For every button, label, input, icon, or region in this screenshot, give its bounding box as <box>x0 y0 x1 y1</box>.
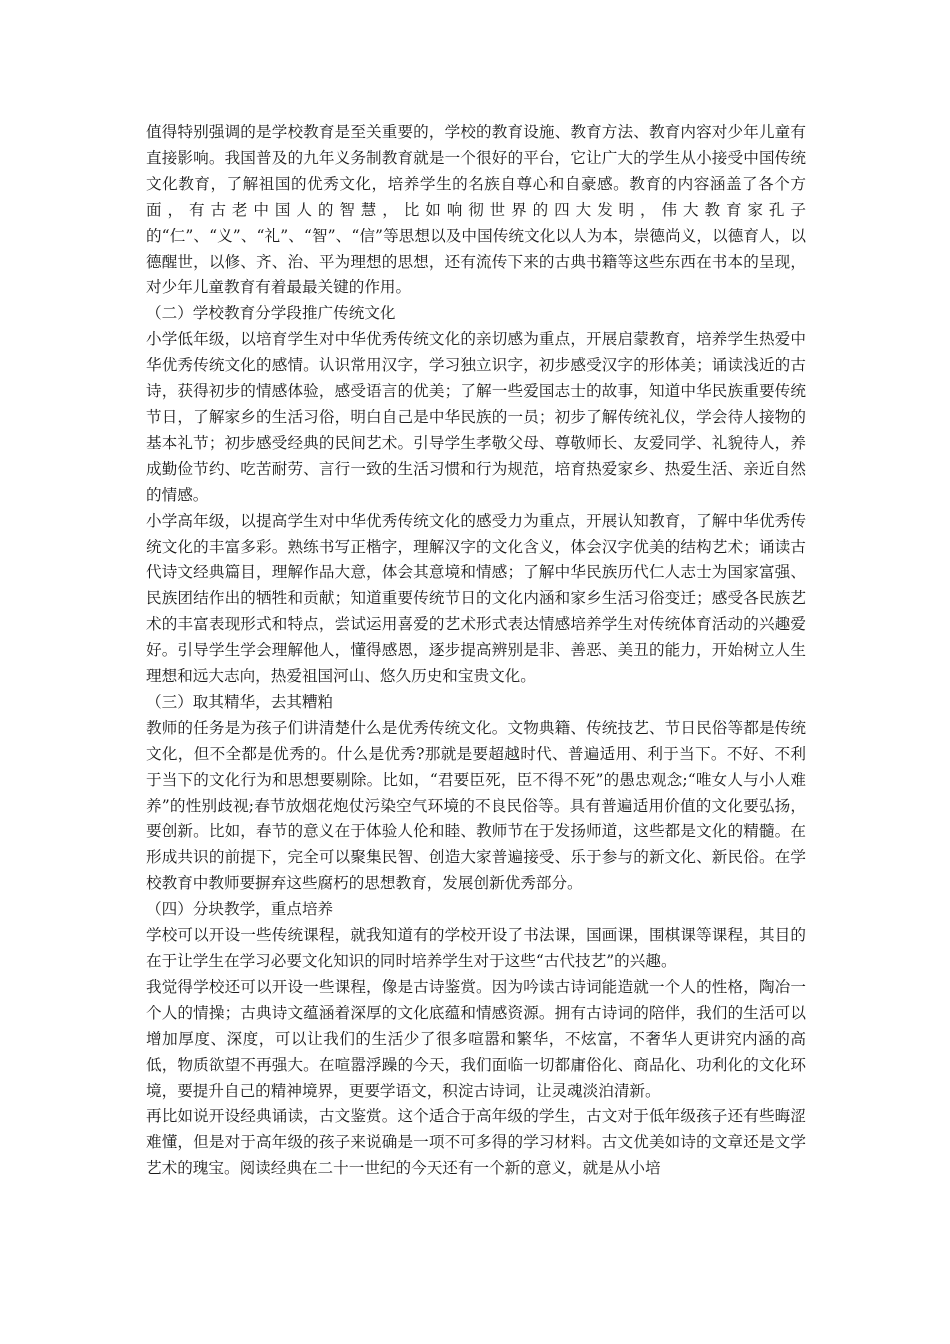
body-paragraph: 再比如说开设经典诵读，古文鉴赏。这个适合于高年级的学生，古文对于低年级孩子还有些晦涩难懂，但是对于高年级的孩子来说确是一项不可多得的学习材料。古文优美如诗的文章还是文学艺术的瑰宝。阅读经典在二十一世纪的今天还有一个新的意义，就是从小培 <box>146 1107 806 1178</box>
body-paragraph: 小学高年级，以提高学生对中华优秀传统文化的感受力为重点，开展认知教育，了解中华优秀传统文化的丰富多彩。熟练书写正楷字，理解汉字的文化含义，体会汉字优美的结构艺术；诵读古代诗文经典篇目，理解作品大意，体会其意境和情感；了解中华民族历代仁人志士为国家富强、民族团结作出的牺牲和贡献；知道重要传统节日的文化内涵和家乡生活习俗变迁；感受各民族艺术的丰富表现形式和特点，尝试运用喜爱的艺术形式表达情感培养学生对传统体育活动的兴趣爱好。引导学生学会理解他人，懂得感恩，逐步提高辨别是非、善恶、美丑的能力，开始树立人生理想和远大志向，热爱祖国河山、悠久历史和宝贵文化。 <box>146 511 806 686</box>
body-paragraph: 教师的任务是为孩子们讲清楚什么是优秀传统文化。文物典籍、传统技艺、节日民俗等都是传统文化，但不全都是优秀的。什么是优秀?那就是要超越时代、普遍适用、利于当下。不好、不利于当下的文化行为和思想要剔除。比如，“君要臣死，臣不得不死”的愚忠观念;“唯女人与小人难养”的性别歧视;春节放烟花炮仗污染空气环境的不良民俗等。具有普遍适用价值的文化要弘扬，要创新。比如，春节的意义在于体验人伦和睦、教师节在于发扬师道，这些都是文化的精髓。在形成共识的前提下，完全可以聚集民智、创造大家普遍接受、乐于参与的新文化、新民俗。在学校教育中教师要摒弃这些腐朽的思想教育，发展创新优秀部分。 <box>146 718 806 893</box>
body-paragraph: 小学低年级，以培育学生对中华优秀传统文化的亲切感为重点，开展启蒙教育，培养学生热爱中华优秀传统文化的感情。认识常用汉字，学习独立识字，初步感受汉字的形体美；诵读浅近的古诗，获得初步的情感体验，感受语言的优美；了解一些爱国志士的故事，知道中华民族重要传统节日，了解家乡的生活习俗，明白自己是中华民族的一员；初步了解传统礼仪，学会待人接物的基本礼节；初步感受经典的民间艺术。引导学生孝敬父母、尊敬师长、友爱同学、礼貌待人，养成勤俭节约、吃苦耐劳、言行一致的生活习惯和行为规范，培育热爱家乡、热爱生活、亲近自然的情感。 <box>146 330 806 504</box>
body-paragraph: 学校可以开设一些传统课程，就我知道有的学校开设了书法课，国画课，围棋课等课程，其目的在于让学生在学习必要文化知识的同时培养学生对于这些“古代技艺”的兴趣。 <box>146 926 806 970</box>
body-paragraph: 值得特别强调的是学校教育是至关重要的，学校的教育设施、教育方法、教育内容对少年儿童有直接影响。我国普及的九年义务制教育就是一个很好的平台，它让广大的学生从小接受中国传统文化教育，了解祖国的优秀文化，培养学生的名族自尊心和自豪感。教育的内容涵盖了各个方面，有古老中国人的智慧，比如响彻世界的四大发明，伟大教育家孔子的“仁”、“义”、“礼”、“智”、“信”等思想以及中国传统文化以人为本，崇德尚义，以德育人，以德醒世，以修、齐、治、平为理想的思想，还有流传下来的古典书籍等这些东西在书本的呈现，对少年儿童教育有着最最关键的作用。 <box>146 123 806 297</box>
section-heading: （二）学校教育分学段推广传统文化 <box>146 304 396 323</box>
body-paragraph: 我觉得学校还可以开设一些课程，像是古诗鉴赏。因为吟读古诗词能造就一个人的性格，陶冶一个人的情操；古典诗文蕴涵着深厚的文化底蕴和情感资源。拥有古诗词的陪伴，我们的生活可以增加厚度、深度，可以让我们的生活少了很多喧嚣和繁华，不炫富，不奢华人更讲究内涵的高低，物质欲望不再强大。在喧嚣浮躁的今天，我们面临一切都庸俗化、商品化、功利化的文化环境，要提升自己的精神境界，更要学语文，积淀古诗词，让灵魂淡泊清新。 <box>146 977 806 1100</box>
section-heading: （三）取其精华，去其糟粕 <box>146 692 334 711</box>
section-heading: （四）分块教学，重点培养 <box>146 900 334 919</box>
document-body <box>146 120 806 1182</box>
